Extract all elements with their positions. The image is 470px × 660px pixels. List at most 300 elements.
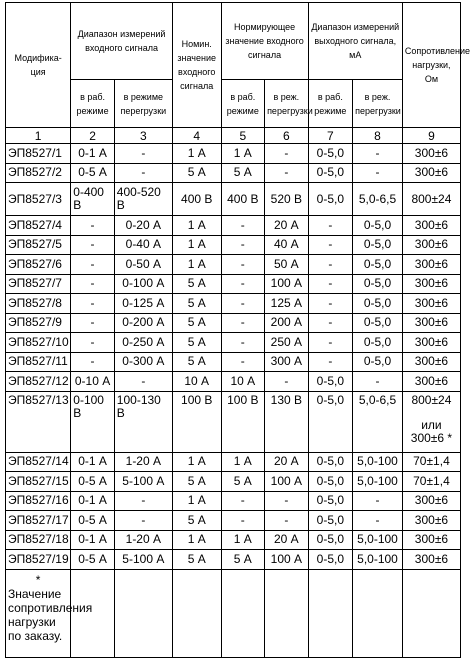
cell-modification: [6, 372, 71, 392]
cell-input-work: [71, 391, 115, 452]
cell-value: 800±24: [411, 392, 452, 407]
cell-output-work: [308, 294, 353, 314]
cell-load-resistance: [402, 294, 460, 314]
header-out-work: в раб. режиме: [308, 80, 353, 128]
cell-value: 0-40 А: [125, 237, 161, 252]
cell-output-overload: [353, 472, 403, 492]
cell-output-work: [308, 472, 353, 492]
cell-value: 5 А: [187, 165, 206, 180]
cell-value: -: [284, 373, 289, 388]
cell-nominal: [172, 352, 221, 372]
cell-value: -: [328, 276, 333, 291]
cell-input-overload: [114, 333, 172, 353]
cell-input-overload: [114, 352, 172, 372]
cell-load-resistance: [402, 255, 460, 275]
cell-value: 0-5 А: [78, 551, 107, 566]
cell-value: 5 А: [187, 354, 206, 369]
footnote-star: *: [35, 572, 41, 587]
table-row: [6, 530, 461, 550]
cell-norm-overload: [265, 313, 309, 333]
cell-value: 300±6: [414, 256, 449, 271]
cell-value: 1-20 А: [125, 532, 161, 547]
cell-value: ЭП8527/2: [8, 165, 62, 180]
cell-value: 300±6: [414, 276, 449, 291]
cell-modification: [6, 452, 71, 472]
cell-value: 0-5,0: [316, 392, 345, 407]
empty-cell: [172, 569, 221, 657]
cell-value: 0-5,0: [316, 473, 345, 488]
cell-value: -: [90, 217, 95, 232]
cell-value: -: [328, 315, 333, 330]
cell-input-work: [71, 452, 115, 472]
cell-nominal: [172, 391, 221, 452]
cell-value: 300±6: [414, 373, 449, 388]
cell-norm-work: [221, 313, 265, 333]
cell-value: 0-125 А: [122, 295, 165, 310]
cell-output-overload: [353, 352, 403, 372]
cell-output-work: [308, 491, 353, 511]
cell-output-overload: [353, 391, 403, 452]
cell-nominal: [172, 274, 221, 294]
cell-value: -: [375, 493, 380, 508]
cell-load-resistance: [402, 550, 460, 570]
cell-nominal: [172, 372, 221, 392]
cell-value: 5 А: [233, 165, 252, 180]
cell-value: -: [328, 256, 333, 271]
cell-value: 100 А: [270, 473, 302, 488]
cell-nominal: [172, 550, 221, 570]
cell-value: 100 А: [270, 276, 302, 291]
cell-value: -: [90, 334, 95, 349]
cell-value: 20 А: [273, 454, 299, 469]
cell-nominal: [172, 235, 221, 255]
cell-value: 1-20 А: [125, 454, 161, 469]
cell-norm-overload: [265, 144, 309, 164]
column-number: 5: [221, 128, 265, 144]
cell-value: ЭП8527/7: [8, 276, 62, 291]
cell-input-work: [71, 274, 115, 294]
cell-norm-work: [221, 472, 265, 492]
cell-load-resistance: [402, 333, 460, 353]
cell-load-resistance: [402, 452, 460, 472]
cell-nominal: [172, 452, 221, 472]
cell-output-overload: [353, 452, 403, 472]
cell-value: 0-5,0: [363, 334, 392, 349]
cell-value: 0-5,0: [363, 256, 392, 271]
cell-norm-overload: [265, 530, 309, 550]
column-number: 4: [172, 128, 221, 144]
cell-value: ЭП8527/16: [8, 493, 69, 508]
cell-value: -: [141, 512, 146, 527]
header-nominal: Номин. значение входного сигнала: [172, 3, 221, 128]
cell-output-overload: [353, 511, 403, 531]
cell-value: 20 А: [273, 532, 299, 547]
table-row: [6, 313, 461, 333]
cell-value: -: [328, 354, 333, 369]
cell-norm-overload: [265, 352, 309, 372]
empty-cell: [402, 569, 460, 657]
cell-input-overload: [114, 372, 172, 392]
cell-value: 0-1 А: [78, 145, 107, 160]
cell-value: 0-5,0: [363, 295, 392, 310]
cell-output-work: [308, 216, 353, 236]
cell-modification: [6, 391, 71, 452]
cell-value: -: [240, 276, 245, 291]
cell-input-overload: [114, 530, 172, 550]
cell-value: 0-5,0: [363, 354, 392, 369]
cell-value: 400 В: [181, 191, 213, 206]
cell-load-resistance: [402, 352, 460, 372]
cell-value: 0-20 А: [125, 217, 161, 232]
column-number: 3: [114, 128, 172, 144]
cell-norm-work: [221, 183, 265, 216]
cell-nominal: [172, 144, 221, 164]
column-number: 7: [308, 128, 353, 144]
cell-value: 300±6: [414, 217, 449, 232]
cell-value: 0-5,0: [316, 551, 345, 566]
cell-value: ЭП8527/8: [8, 295, 62, 310]
cell-norm-work: [221, 333, 265, 353]
cell-norm-overload: [265, 274, 309, 294]
cell-value: -: [375, 512, 380, 527]
cell-input-work: [71, 550, 115, 570]
cell-load-resistance: [402, 391, 460, 452]
cell-output-overload: [353, 313, 403, 333]
cell-value: 300±6: [414, 237, 449, 252]
cell-modification: [6, 163, 71, 183]
cell-value: 0-5 А: [78, 165, 107, 180]
cell-nominal: [172, 216, 221, 236]
cell-input-overload: [114, 216, 172, 236]
cell-modification: [6, 183, 71, 216]
cell-value: 5 А: [187, 295, 206, 310]
cell-norm-overload: [265, 391, 309, 452]
cell-value: -: [284, 512, 289, 527]
cell-value: -: [328, 334, 333, 349]
cell-value: ЭП8527/15: [8, 473, 69, 488]
cell-load-resistance: [402, 216, 460, 236]
cell-value: 250 А: [270, 334, 302, 349]
cell-load-resistance: [402, 372, 460, 392]
cell-value: 1 А: [233, 145, 252, 160]
cell-input-work: [71, 163, 115, 183]
cell-value: 0-5,0: [316, 493, 345, 508]
cell-nominal: [172, 255, 221, 275]
cell-value: 0-50 А: [125, 256, 161, 271]
cell-value: 125 А: [270, 295, 302, 310]
footnote-cell: [6, 569, 93, 657]
cell-output-work: [308, 511, 353, 531]
cell-value: -: [90, 276, 95, 291]
cell-output-overload: [353, 255, 403, 275]
cell-output-overload: [353, 550, 403, 570]
cell-output-work: [308, 391, 353, 452]
cell-norm-overload: [265, 235, 309, 255]
cell-norm-work: [221, 372, 265, 392]
table-row: [6, 163, 461, 183]
cell-input-overload: [114, 511, 172, 531]
cell-value: 300±6: [414, 165, 449, 180]
table-row: [6, 472, 461, 492]
cell-input-overload: [114, 235, 172, 255]
cell-value: ЭП8527/18: [8, 532, 69, 547]
table-row: [6, 235, 461, 255]
cell-value: 1 А: [187, 217, 206, 232]
cell-load-resistance: [402, 511, 460, 531]
cell-value: -: [240, 354, 245, 369]
cell-norm-overload: [265, 183, 309, 216]
cell-value: ЭП8527/17: [8, 512, 69, 527]
cell-value: 10 А: [184, 373, 210, 388]
header-input-range: Диапазон измерений входного сигнала: [71, 3, 173, 80]
cell-nominal: [172, 491, 221, 511]
cell-value: -: [240, 237, 245, 252]
header-load-resistance: Сопротивление нагрузки, Ом: [402, 3, 460, 128]
footnote-text: Значение сопротивления нагрузки по заказу.: [8, 586, 93, 643]
table-row: [6, 352, 461, 372]
cell-value: -: [90, 237, 95, 252]
cell-value: 300±6: [414, 315, 449, 330]
cell-value: 0-400 В: [73, 185, 104, 212]
cell-value: 300 А: [270, 354, 302, 369]
cell-input-work: [71, 235, 115, 255]
cell-value: 0-5 А: [78, 473, 107, 488]
cell-output-work: [308, 163, 353, 183]
table-row: [6, 333, 461, 353]
cell-modification: [6, 216, 71, 236]
cell-value: 100-130 В: [116, 392, 161, 420]
cell-value: 0-200 А: [122, 315, 165, 330]
column-number: 1: [6, 128, 71, 144]
cell-value: -: [375, 145, 380, 160]
cell-value: -: [141, 493, 146, 508]
cell-value: 5-100 А: [122, 551, 165, 566]
cell-value: 5 А: [187, 276, 206, 291]
cell-value: ЭП8527/11: [8, 354, 68, 369]
header-work-mode-short: в раб. режиме: [221, 80, 265, 128]
cell-input-overload: [114, 550, 172, 570]
table-row: [6, 255, 461, 275]
cell-value: -: [328, 237, 333, 252]
table-row: [6, 216, 461, 236]
header-work-mode: в раб. режиме: [71, 80, 115, 128]
cell-value: 1 А: [233, 454, 252, 469]
cell-value: -: [90, 354, 95, 369]
cell-value: -: [240, 493, 245, 508]
cell-value: 5 А: [233, 473, 252, 488]
cell-nominal: [172, 472, 221, 492]
specification-table: [5, 2, 470, 658]
cell-norm-overload: [265, 255, 309, 275]
cell-nominal: [172, 183, 221, 216]
cell-norm-work: [221, 255, 265, 275]
cell-value: 520 В: [270, 191, 302, 206]
table-row: [6, 372, 461, 392]
cell-value: ЭП8527/19: [8, 551, 69, 566]
cell-value: 300±6: [414, 354, 449, 369]
cell-nominal: [172, 163, 221, 183]
cell-input-overload: [114, 274, 172, 294]
header-modification: Модифика-ция: [6, 3, 71, 128]
cell-value: 300±6: [414, 145, 449, 160]
cell-input-overload: [114, 391, 172, 452]
cell-modification: [6, 491, 71, 511]
cell-value: 0-5,0: [316, 532, 345, 547]
cell-output-work: [308, 452, 353, 472]
cell-value: 0-5,0: [316, 373, 345, 388]
cell-value: 0-5,0: [316, 512, 345, 527]
cell-norm-overload: [265, 550, 309, 570]
cell-nominal: [172, 294, 221, 314]
cell-value: 5 А: [187, 473, 206, 488]
cell-value: ЭП8527/12: [8, 373, 69, 388]
cell-value: -: [284, 165, 289, 180]
cell-value: -: [328, 217, 333, 232]
cell-modification: [6, 294, 71, 314]
cell-value: 70±1,4: [413, 473, 450, 488]
cell-value: -: [375, 373, 380, 388]
cell-norm-work: [221, 511, 265, 531]
cell-value: 5,0-100: [357, 473, 398, 488]
cell-value: 130 В: [270, 392, 302, 407]
cell-value: 5,0-100: [357, 532, 398, 547]
cell-value: -: [375, 165, 380, 180]
cell-load-resistance: [402, 472, 460, 492]
cell-input-work: [71, 216, 115, 236]
cell-value: ЭП8527/3: [8, 191, 62, 206]
cell-input-overload: [114, 144, 172, 164]
cell-value: -: [90, 315, 95, 330]
cell-norm-overload: [265, 372, 309, 392]
cell-load-resistance: [402, 274, 460, 294]
cell-output-overload: [353, 144, 403, 164]
column-number: 2: [71, 128, 115, 144]
cell-value: 5-100 А: [122, 473, 165, 488]
cell-value: 0-5 А: [78, 512, 107, 527]
cell-load-resistance: [402, 183, 460, 216]
cell-value: -: [141, 145, 146, 160]
cell-value: 5,0-6,5: [358, 191, 397, 206]
cell-value: -: [141, 373, 146, 388]
cell-value: 0-5,0: [316, 165, 345, 180]
cell-output-work: [308, 274, 353, 294]
cell-value: -: [240, 334, 245, 349]
cell-norm-work: [221, 294, 265, 314]
cell-output-overload: [353, 183, 403, 216]
cell-norm-work: [221, 491, 265, 511]
cell-value: 70±1,4: [413, 454, 450, 469]
cell-value: 0-5,0: [316, 145, 345, 160]
column-number-row: [6, 128, 461, 144]
cell-load-resistance: [402, 235, 460, 255]
cell-nominal: [172, 530, 221, 550]
cell-value: 400-520 В: [116, 185, 161, 212]
cell-output-overload: [353, 491, 403, 511]
cell-value: 0-5,0: [363, 276, 392, 291]
cell-output-work: [308, 372, 353, 392]
cell-value: 1 А: [187, 493, 206, 508]
load-alt-value: или 300±6 *: [410, 417, 453, 445]
cell-modification: [6, 550, 71, 570]
cell-load-resistance: [402, 313, 460, 333]
column-number: 6: [265, 128, 309, 144]
cell-output-overload: [353, 216, 403, 236]
cell-norm-work: [221, 144, 265, 164]
cell-input-work: [71, 372, 115, 392]
cell-value: 0-100 А: [122, 276, 165, 291]
cell-input-overload: [114, 452, 172, 472]
cell-value: -: [90, 256, 95, 271]
cell-value: 5,0-6,5: [358, 392, 397, 407]
cell-output-work: [308, 530, 353, 550]
table-row: [6, 274, 461, 294]
cell-value: 300±6: [414, 551, 449, 566]
cell-value: 1 А: [187, 454, 206, 469]
cell-norm-overload: [265, 294, 309, 314]
cell-norm-overload: [265, 511, 309, 531]
cell-value: 800±24: [411, 191, 452, 206]
cell-input-overload: [114, 183, 172, 216]
cell-output-overload: [353, 294, 403, 314]
cell-value: 0-250 А: [122, 334, 165, 349]
cell-norm-work: [221, 274, 265, 294]
cell-value: 1 А: [187, 256, 206, 271]
cell-input-work: [71, 255, 115, 275]
cell-value: 0-300 А: [122, 354, 165, 369]
cell-value: ЭП8527/9: [8, 315, 62, 330]
cell-value: 300±6: [414, 295, 449, 310]
cell-output-work: [308, 313, 353, 333]
cell-value: 5,0-100: [357, 454, 398, 469]
cell-output-work: [308, 333, 353, 353]
table-row: [6, 294, 461, 314]
cell-modification: [6, 530, 71, 550]
cell-value: 300±6: [414, 512, 449, 527]
cell-output-overload: [353, 372, 403, 392]
cell-value: -: [328, 295, 333, 310]
cell-value: ЭП8527/10: [8, 334, 69, 349]
footnote-row: [6, 569, 461, 657]
cell-output-work: [308, 183, 353, 216]
cell-value: 0-5,0: [363, 315, 392, 330]
header-overload-mode: в режиме перегрузки: [114, 80, 172, 128]
cell-input-work: [71, 472, 115, 492]
cell-value: 300±6: [414, 532, 449, 547]
header-overload-short: в реж. перегрузки: [265, 80, 309, 128]
cell-norm-work: [221, 352, 265, 372]
cell-input-overload: [114, 472, 172, 492]
cell-input-work: [71, 511, 115, 531]
cell-value: 0-5,0: [316, 191, 345, 206]
table-row: [6, 511, 461, 531]
cell-norm-overload: [265, 216, 309, 236]
cell-value: -: [90, 295, 95, 310]
cell-output-work: [308, 235, 353, 255]
cell-input-overload: [114, 313, 172, 333]
cell-value: ЭП8527/13: [8, 392, 69, 407]
cell-value: 0-1 А: [78, 532, 107, 547]
cell-value: -: [141, 165, 146, 180]
cell-value: 5 А: [233, 551, 252, 566]
cell-value: 5,0-100: [357, 551, 398, 566]
cell-value: 0-5,0: [363, 217, 392, 232]
cell-output-overload: [353, 274, 403, 294]
cell-value: 1 А: [187, 237, 206, 252]
cell-value: 40 А: [273, 237, 299, 252]
cell-output-overload: [353, 530, 403, 550]
cell-value: 300±6: [414, 493, 449, 508]
header-normalizing: Нормирующее значение входного сигнала: [221, 3, 308, 80]
